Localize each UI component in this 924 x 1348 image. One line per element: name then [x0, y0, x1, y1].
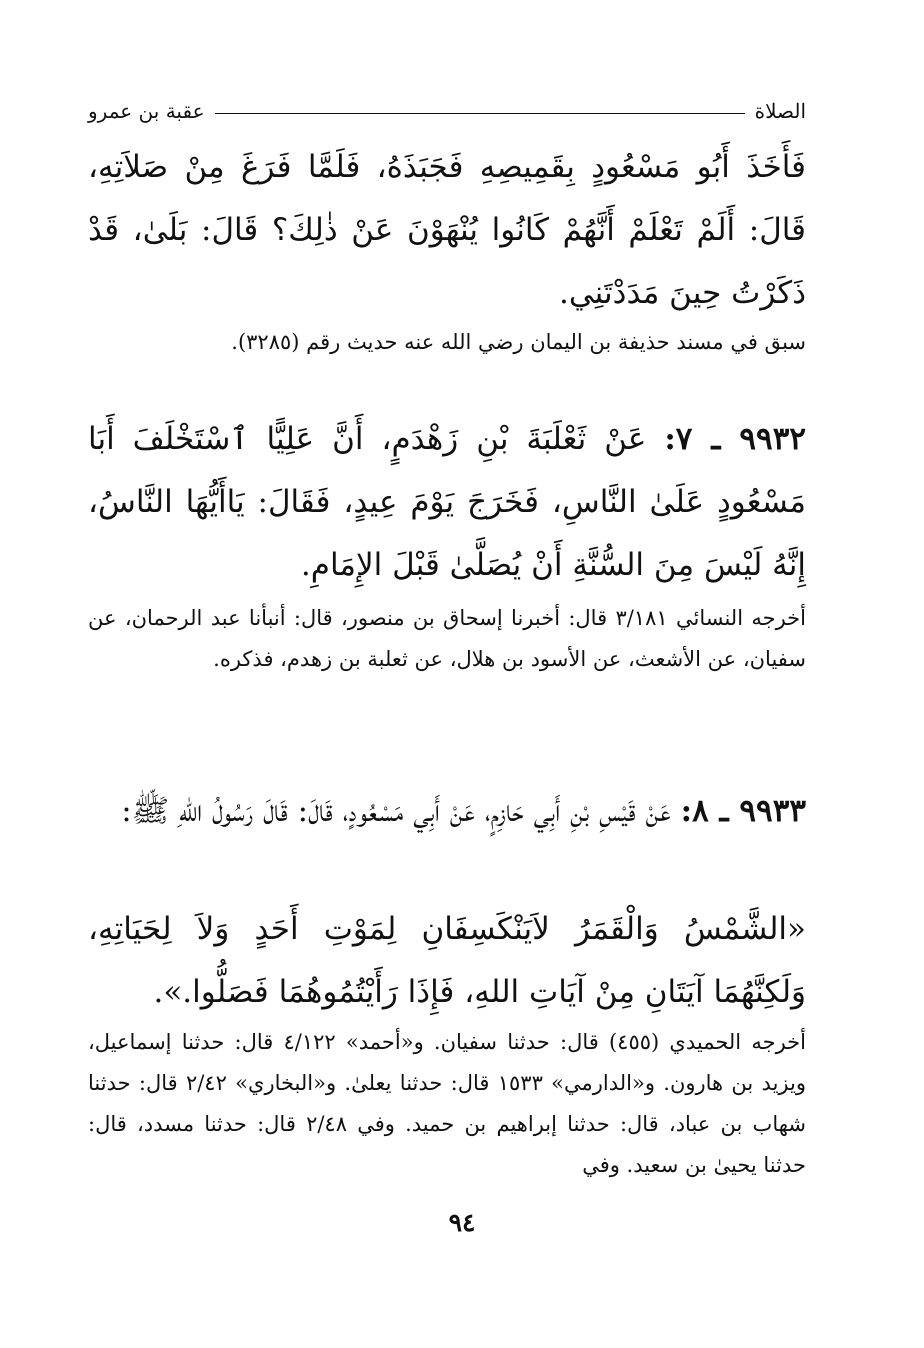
hadith-number: ٩٩٣٢ ـ ٧:	[664, 421, 807, 457]
hadith-continuation	[88, 136, 806, 312]
cross-reference-note	[88, 322, 806, 362]
header-rule	[215, 113, 745, 114]
hadith-continuation-text: فَأَخَذَ أَبُو مَسْعُودٍ بِقَمِيصِهِ فَجَبَذَهُ، فَلَمَّا فَرَغَ مِنْ صَلاَتِهِ، قَالَ: أَلَمْ تَعْلَمْ أَنَّهُمْ كَانُوا يُنْهَوْنَ عَنْ ذٰلِكَ؟ قَالَ: بَلَىٰ، قَدْ ذَكَرْتُ حِينَ مَدَدْتَنِي.	[88, 149, 806, 311]
hadith-text: عَنْ قَيْسِ بْنِ أَبِي حَازِمٍ، عَنْ أَبِي مَسْعُودٍ، قَالَ: قَالَ رَسُولُ اللهِ ﷺ:	[121, 793, 671, 829]
running-header	[88, 96, 806, 126]
hadith-9932	[88, 408, 806, 598]
hadith-quote-text: «الشَّمْسُ وَالْقَمَرُ لاَيَنْكَسِفَانِ لِمَوْتِ أَحَدٍ وَلاَ لِحَيَاتِهِ، وَلَكِنَّهُمَا آيَتَانِ مِنْ آيَاتِ اللهِ، فَإِذَا رَأَيْتُمُوهُمَا فَصَلُّوا.».	[88, 911, 806, 1010]
hadith-9933-quote	[88, 898, 806, 1018]
hadith-9933	[88, 780, 806, 898]
header-narrator: عقبة بن عمرو	[88, 99, 205, 123]
page-number: ٩٤	[448, 1208, 476, 1237]
header-chapter: الصلاة	[754, 99, 806, 123]
cross-reference-text: سبق في مسند حذيفة بن اليمان رضي الله عنه حديث رقم (٣٢٨٥).	[231, 330, 806, 354]
takhrij-text: أخرجه النسائي ٣/١٨١ قال: أخبرنا إسحاق بن منصور، قال: أنبأنا عبد الرحمان، عن سفيان، عن الأشعث، عن الأسود بن هلال، عن ثعلبة بن زهدم، فذكره.	[88, 606, 806, 671]
hadith-number: ٩٩٣٣ ـ ٨:	[680, 793, 806, 829]
hadith-text: عَنْ ثَعْلَبَةَ بْنِ زَهْدَمٍ، أَنَّ عَلِيًّا ٱسْتَخْلَفَ أَبَا مَسْعُودٍ عَلَىٰ النَّاسِ، فَخَرَجَ يَوْمَ عِيدٍ، فَقَالَ: يَاأَيُّهَا النَّاسُ، إِنَّهُ لَيْسَ مِنَ السُّنَّةِ أَنْ يُصَلَّىٰ قَبْلَ الإِمَامِ.	[88, 421, 806, 583]
takhrij-9932	[88, 598, 806, 726]
takhrij-text: أخرجه الحميدي (٤٥٥) قال: حدثنا سفيان. و«أحمد» ٤/١٢٢ قال: حدثنا إسماعيل، ويزيد بن هارون. و«الدارمي» ١٥٣٣ قال: حدثنا يعلىٰ. و«البخاري» ٢/٤٢ قال: حدثنا شهاب بن عباد، قال: حدثنا إبراهيم بن حميد. وفي ٢/٤٨ قال: حدثنا مسدد، قال: حدثنا يحيىٰ بن سعيد. وفي	[88, 1030, 806, 1177]
takhrij-9933	[88, 1022, 806, 1202]
